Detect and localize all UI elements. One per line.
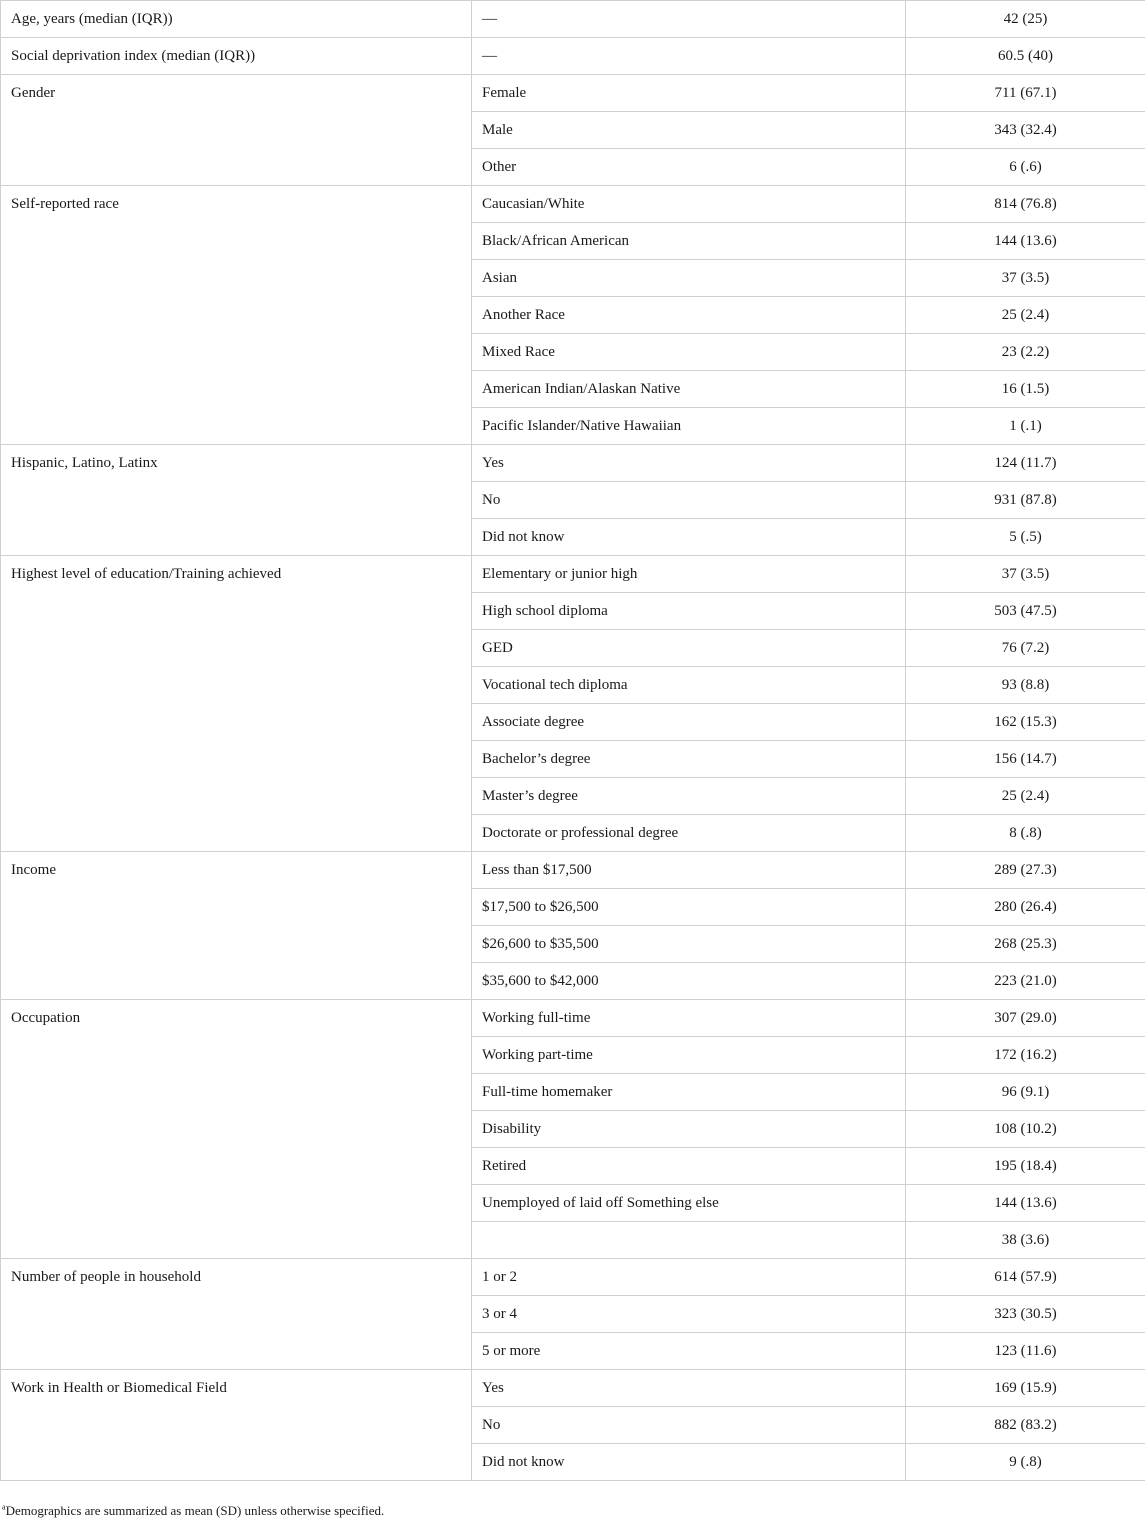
category-cell: Female [472,75,906,112]
category-cell: 3 or 4 [472,1296,906,1333]
category-cell: American Indian/Alaskan Native [472,371,906,408]
value-cell: 280 (26.4) [906,889,1145,926]
category-cell: Associate degree [472,704,906,741]
value-cell: 1 (.1) [906,408,1145,445]
value-cell: 268 (25.3) [906,926,1145,963]
variable-label: Social deprivation index (median (IQR)) [1,38,472,75]
value-cell: 931 (87.8) [906,482,1145,519]
value-cell: 144 (13.6) [906,1185,1145,1222]
variable-label: Work in Health or Biomedical Field [1,1370,472,1481]
value-cell: 144 (13.6) [906,223,1145,260]
category-cell: — [472,38,906,75]
value-cell: 882 (83.2) [906,1407,1145,1444]
category-cell: $17,500 to $26,500 [472,889,906,926]
variable-label: Income [1,852,472,1000]
value-cell: 503 (47.5) [906,593,1145,630]
category-cell: $26,600 to $35,500 [472,926,906,963]
value-cell: 169 (15.9) [906,1370,1145,1407]
category-cell: No [472,1407,906,1444]
value-cell: 9 (.8) [906,1444,1145,1481]
variable-label: Occupation [1,1000,472,1259]
variable-label: Highest level of education/Training achieved [1,556,472,852]
value-cell: 123 (11.6) [906,1333,1145,1370]
category-cell: Retired [472,1148,906,1185]
value-cell: 25 (2.4) [906,297,1145,334]
category-cell: Working full-time [472,1000,906,1037]
category-cell: Bachelor’s degree [472,741,906,778]
value-cell: 42 (25) [906,1,1145,38]
value-cell: 108 (10.2) [906,1111,1145,1148]
value-cell: 60.5 (40) [906,38,1145,75]
category-cell: Did not know [472,519,906,556]
category-cell: Vocational tech diploma [472,667,906,704]
value-cell: 37 (3.5) [906,556,1145,593]
category-cell: No [472,482,906,519]
category-cell: Unemployed of laid off Something else [472,1185,906,1222]
table-body [1,1,1145,1481]
category-cell: Full-time homemaker [472,1074,906,1111]
value-cell: 223 (21.0) [906,963,1145,1000]
category-cell: Yes [472,1370,906,1407]
category-cell: Less than $17,500 [472,852,906,889]
value-cell: 156 (14.7) [906,741,1145,778]
value-cell: 172 (16.2) [906,1037,1145,1074]
category-cell: — [472,1,906,38]
value-cell: 343 (32.4) [906,112,1145,149]
category-cell: Master’s degree [472,778,906,815]
category-cell: Yes [472,445,906,482]
value-cell: 8 (.8) [906,815,1145,852]
category-cell: Doctorate or professional degree [472,815,906,852]
category-cell: Caucasian/White [472,186,906,223]
category-cell [472,1222,906,1259]
value-cell: 37 (3.5) [906,260,1145,297]
category-cell: High school diploma [472,593,906,630]
value-cell: 38 (3.6) [906,1222,1145,1259]
table-row [1,1259,1145,1296]
value-cell: 614 (57.9) [906,1259,1145,1296]
category-cell: Working part-time [472,1037,906,1074]
category-cell: Other [472,149,906,186]
value-cell: 124 (11.7) [906,445,1145,482]
value-cell: 93 (8.8) [906,667,1145,704]
table-row [1,445,1145,482]
variable-label: Number of people in household [1,1259,472,1370]
table-footnote [2,1503,384,1519]
value-cell: 323 (30.5) [906,1296,1145,1333]
value-cell: 23 (2.2) [906,334,1145,371]
value-cell: 711 (67.1) [906,75,1145,112]
variable-label: Age, years (median (IQR)) [1,1,472,38]
table-row [1,1,1145,38]
table-row [1,852,1145,889]
value-cell: 96 (9.1) [906,1074,1145,1111]
table-row [1,556,1145,593]
value-cell: 162 (15.3) [906,704,1145,741]
category-cell: Black/African American [472,223,906,260]
table-row [1,75,1145,112]
value-cell: 5 (.5) [906,519,1145,556]
table-row [1,38,1145,75]
value-cell: 289 (27.3) [906,852,1145,889]
category-cell: Disability [472,1111,906,1148]
value-cell: 25 (2.4) [906,778,1145,815]
category-cell: Did not know [472,1444,906,1481]
table-row [1,1370,1145,1407]
category-cell: Another Race [472,297,906,334]
category-cell: Mixed Race [472,334,906,371]
category-cell: 5 or more [472,1333,906,1370]
category-cell: 1 or 2 [472,1259,906,1296]
value-cell: 6 (.6) [906,149,1145,186]
value-cell: 195 (18.4) [906,1148,1145,1185]
variable-label: Self-reported race [1,186,472,445]
footnote-text: Demographics are summarized as mean (SD) unless otherwise specified. [5,1503,385,1518]
table-row [1,1000,1145,1037]
category-cell: Pacific Islander/Native Hawaiian [472,408,906,445]
category-cell: $35,600 to $42,000 [472,963,906,1000]
category-cell: Asian [472,260,906,297]
variable-label: Hispanic, Latino, Latinx [1,445,472,556]
value-cell: 307 (29.0) [906,1000,1145,1037]
value-cell: 814 (76.8) [906,186,1145,223]
value-cell: 76 (7.2) [906,630,1145,667]
category-cell: Male [472,112,906,149]
table-row [1,186,1145,223]
category-cell: Elementary or junior high [472,556,906,593]
variable-label: Gender [1,75,472,186]
footnote-marker: a [2,1502,6,1512]
value-cell: 16 (1.5) [906,371,1145,408]
category-cell: GED [472,630,906,667]
